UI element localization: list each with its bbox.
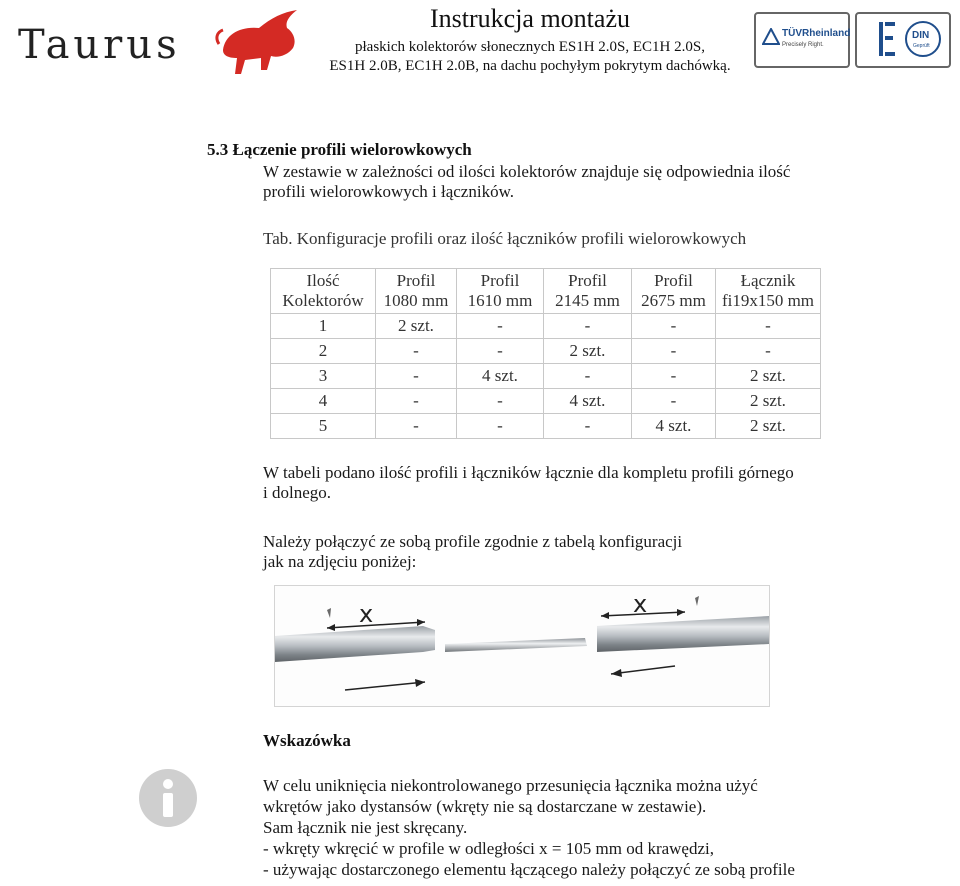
tip-line: - używając dostarczonego elementu łączącego należy połączyć ze sobą profile <box>263 860 795 879</box>
profile-connection-photo <box>274 585 770 707</box>
table-cell: - <box>544 314 632 339</box>
table-cell: - <box>376 339 457 364</box>
distance-label-right: x <box>633 590 648 618</box>
tip-line: - wkręty wkręcić w profile w odległości x = 105 mm od krawędzi, <box>263 839 714 858</box>
din-logo-icon <box>861 16 945 62</box>
subtitle-line: ES1H 2.0B, EC1H 2.0B, na dachu pochyłym pokrytym dachówką. <box>329 58 731 74</box>
table-cell: 2 szt. <box>376 314 457 339</box>
distance-label-left: x <box>359 600 374 628</box>
table-cell: - <box>632 364 716 389</box>
header-cell-profile-1610: Profil 1610 mm <box>457 269 544 314</box>
table-header-row <box>271 269 821 314</box>
tuv-rheinland-badge <box>754 12 850 68</box>
din-text: DIN <box>912 30 930 41</box>
table-row <box>271 314 821 339</box>
tip-line: W celu uniknięcia niekontrolowanego przesunięcia łącznika można użyć <box>263 776 758 795</box>
table-cell: 2 <box>271 339 376 364</box>
intro-line: W zestawie w zależności od ilości kolektorów znajduje się odpowiednia ilość <box>263 162 791 181</box>
table-cell: - <box>716 314 821 339</box>
header-cell-profile-1080: Profil 1080 mm <box>376 269 457 314</box>
table-cell: 4 <box>271 389 376 414</box>
document-title: Instrukcja montażu <box>430 4 630 33</box>
table-cell: - <box>376 389 457 414</box>
tuv-triangle-icon <box>762 28 780 46</box>
header-cell-profile-2675: Profil 2675 mm <box>632 269 716 314</box>
tip-text <box>263 775 903 880</box>
table-cell: 4 szt. <box>457 364 544 389</box>
table-cell: - <box>544 364 632 389</box>
table-cell: 5 <box>271 414 376 439</box>
connect-line: Należy połączyć ze sobą profile zgodnie z tabelą konfiguracji <box>263 532 683 551</box>
table-cell: - <box>457 314 544 339</box>
table-row <box>271 414 821 439</box>
connect-line: jak na zdjęciu poniżej: <box>263 552 417 571</box>
table-cell: 2 szt. <box>716 364 821 389</box>
intro-paragraph <box>263 162 903 202</box>
table-cell: - <box>457 389 544 414</box>
profile-config-table <box>270 268 821 439</box>
table-cell: - <box>376 414 457 439</box>
din-sub: Geprüft <box>913 43 930 49</box>
tip-line: wkrętów jako dystansów (wkręty nie są dostarczane w zestawie). <box>263 797 707 816</box>
table-note-line: i dolnego. <box>263 483 331 502</box>
table-cell: - <box>457 339 544 364</box>
subtitle-line: płaskich kolektorów słonecznych ES1H 2.0S, EC1H 2.0S, <box>355 39 705 55</box>
table-cell: 2 szt. <box>716 389 821 414</box>
table-caption: Tab. Konfiguracje profili oraz ilość łączników profili wielorowkowych <box>263 229 747 248</box>
brand-wordmark: Taurus <box>18 22 181 68</box>
din-certco-badge <box>855 12 951 68</box>
document-subtitle <box>300 38 760 76</box>
table-cell: - <box>376 364 457 389</box>
tip-line: Sam łącznik nie jest skręcany. <box>263 818 468 837</box>
header-cell-collectors: Ilość Kolektorów <box>271 269 376 314</box>
table-cell: - <box>632 389 716 414</box>
table-note <box>263 463 883 503</box>
table-row <box>271 339 821 364</box>
info-icon <box>138 768 198 828</box>
tuv-tagline: Precisely Right. <box>782 42 824 48</box>
connect-instruction <box>263 532 883 572</box>
profile-rails-illustration <box>275 586 769 706</box>
table-cell: 4 szt. <box>632 414 716 439</box>
table-cell: - <box>632 314 716 339</box>
table-cell: 2 szt. <box>716 414 821 439</box>
table-cell: 1 <box>271 314 376 339</box>
intro-line: profili wielorowkowych i łączników. <box>263 182 514 201</box>
table-cell: - <box>632 339 716 364</box>
table-cell: - <box>716 339 821 364</box>
table-row <box>271 364 821 389</box>
table-cell: - <box>544 414 632 439</box>
table-note-line: W tabeli podano ilość profili i łączników łącznie dla kompletu profili górnego <box>263 463 794 482</box>
tuv-name: TÜVRheinland <box>782 28 851 39</box>
table-cell: 4 szt. <box>544 389 632 414</box>
table-cell: 2 szt. <box>544 339 632 364</box>
tip-heading: Wskazówka <box>263 731 351 750</box>
bull-icon <box>215 4 305 80</box>
section-title: 5.3 Łączenie profili wielorowkowych <box>207 140 472 159</box>
header-cell-profile-2145: Profil 2145 mm <box>544 269 632 314</box>
table-cell: - <box>457 414 544 439</box>
table-row <box>271 389 821 414</box>
table-cell: 3 <box>271 364 376 389</box>
header-cell-connector: Łącznik fi19x150 mm <box>716 269 821 314</box>
